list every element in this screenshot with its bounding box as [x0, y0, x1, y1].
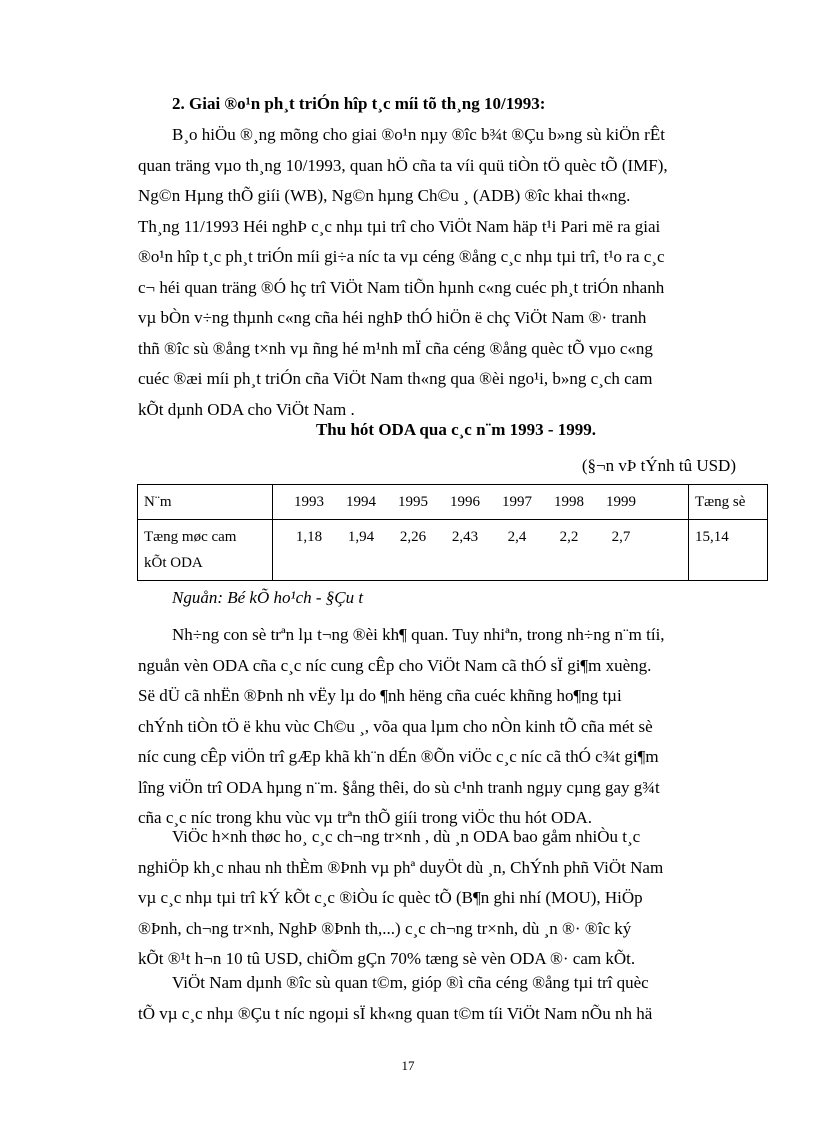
row-label-year: N¨m — [138, 485, 273, 520]
year-cell: 1997 — [502, 494, 532, 510]
value-cells — [273, 520, 689, 581]
paragraph-4 — [138, 968, 736, 1029]
text-line: nguån vèn ODA cña c¸c níc cung cÊp cho ViÖt Nam cã thÓ sÏ gi¶m xuèng. — [138, 655, 652, 675]
source-note: Nguån: Bé kÕ ho¹ch - §Çu t — [172, 588, 364, 607]
text-line: ®Þnh, ch¬ng tr×nh, NghÞ ®Þnh th,...) c¸c ch¬ng tr×nh, dù ¸n ®· ®îc ký — [138, 918, 632, 938]
paragraph-1 — [138, 120, 736, 425]
year-cell: 1994 — [346, 494, 376, 510]
total-value: 15,14 — [689, 520, 768, 581]
text-line: nghiÖp kh¸c nhau nh thÈm ®Þnh vµ phª duyÖt dù ¸n, ChÝnh phñ ViÖt Nam — [138, 857, 664, 877]
paragraph-2 — [138, 620, 736, 834]
text-line: Nh÷ng con sè trªn lµ t¬ng ®èi kh¶ quan. Tuy nhiªn, trong nh÷ng n¨m tíi, — [172, 625, 665, 644]
text-line: ®o¹n hîp t¸c ph¸t triÓn míi gi÷a níc ta vµ céng ®ång c¸c nhµ tµi trî, t¹o ra c¸c — [138, 247, 665, 266]
text-line: Th¸ng 11/1993 Héi nghÞ c¸c nhµ tµi trî cho ViÖt Nam häp t¹i Pari më ra giai — [138, 216, 661, 236]
table-row — [138, 485, 768, 520]
value-cell: 2,2 — [559, 529, 579, 545]
value-cell: 2,26 — [399, 529, 427, 545]
text-line: quan träng vµo th¸ng 10/1993, quan hÖ cña ta víi quü tiÒn tÖ quèc tÕ (IMF), — [138, 155, 668, 175]
text-line: ViÖt Nam dµnh ®îc sù quan t©m, gióp ®ì cña céng ®ång tµi trî quèc — [172, 973, 649, 992]
text-line: tÕ vµ c¸c nhµ ®Çu t níc ngoµi sÏ kh«ng quan t©m tíi ViÖt Nam nÕu nh hä — [138, 1003, 653, 1023]
text-line: cña c¸c níc trong khu vùc vµ trªn thÕ giíi trong viÖc thu hót ODA. — [138, 808, 593, 827]
oda-table — [137, 484, 768, 581]
text-line: vµ c¸c nhµ tµi trî kÝ kÕt c¸c ®iÒu íc quèc tÕ (B¶n ghi nhí (MOU), HiÖp — [138, 888, 643, 907]
text-line: Ng©n Hµng thÕ giíi (WB), Ng©n hµng Ch©u ¸ (ADB) ®îc khai th«ng. — [138, 186, 631, 205]
table-title: Thu hót ODA qua c¸c n¨m 1993 - 1999. — [315, 420, 597, 439]
text-line: kÕt ®¹t h¬n 10 tû USD, chiÕm gÇn 70% tæng sè vèn ODA ®· cam kÕt. — [138, 949, 636, 968]
value-cell: 2,4 — [507, 529, 527, 545]
text-line: kÕt dµnh ODA cho ViÖt Nam . — [138, 399, 355, 419]
text-line: vµ bÒn v÷ng thµnh c«ng cña héi nghÞ thÓ hiÖn ë chç ViÖt Nam ®· tranh — [138, 308, 647, 327]
text-line: Së dÜ cã nhËn ®Þnh nh vËy lµ do ¶nh hëng cña cuéc khñng ho¶ng tµi — [138, 686, 622, 705]
value-cell: 2,7 — [611, 529, 631, 545]
text-line: ViÖc h×nh thøc ho¸ c¸c ch¬ng tr×nh , dù ¸n ODA bao gåm nhiÒu t¸c — [172, 827, 641, 846]
text-line: c¬ héi quan träng ®Ó hç trî ViÖt Nam tiÕn hµnh c«ng cuéc ph¸t triÓn nhanh — [138, 277, 665, 297]
year-cell: 1999 — [606, 494, 636, 510]
page-number: 17 — [401, 1058, 415, 1073]
text-line: cuéc ®æi míi ph¸t triÓn cña ViÖt Nam th«ng qua ®èi ngo¹i, b»ng c¸ch cam — [138, 369, 653, 388]
value-cell: 2,43 — [451, 529, 479, 545]
total-header: Tæng sè — [689, 485, 768, 520]
year-cell: 1996 — [450, 494, 480, 510]
paragraph-3 — [138, 822, 736, 975]
row-label-line: kÕt ODA — [144, 555, 203, 571]
row-label-line: Tæng møc cam — [144, 529, 237, 545]
text-line: B¸o hiÖu ®¸ng mõng cho giai ®o¹n nµy ®îc b¾t ®Çu b»ng sù kiÖn rÊt — [172, 125, 665, 144]
year-cell: 1998 — [554, 494, 584, 510]
value-cell: 1,94 — [347, 529, 375, 545]
year-cell: 1993 — [294, 494, 324, 510]
unit-note: (§¬n vÞ tÝnh tû USD) — [581, 456, 736, 475]
text-line: níc cung cÊp viÖn trî gÆp khã kh¨n dÉn ®Õn viÖc c¸c níc cã thÓ c¾t gi¶m — [138, 747, 659, 766]
value-cell: 1,18 — [295, 529, 323, 545]
text-line: chÝnh tiÒn tÖ ë khu vùc Ch©u ¸, võa qua lµm cho nÒn kinh tÕ cña mét sè — [138, 716, 653, 736]
section-heading: 2. Giai ®o¹n ph¸t triÓn hîp t¸c míi tõ th¸ng 10/1993: — [172, 94, 546, 113]
year-cells — [273, 485, 689, 520]
text-line: thñ ®îc sù ®ång t×nh vµ ñng hé m¹nh mÏ cña céng ®ång quèc tÕ vµo c«ng — [138, 338, 653, 358]
text-line: lîng viÖn trî ODA hµng n¨m. §ång thêi, do sù c¹nh tranh ngµy cµng gay g¾t — [138, 777, 660, 797]
table-row — [138, 520, 768, 581]
year-cell: 1995 — [398, 494, 428, 510]
row-label-commitment — [138, 520, 273, 581]
